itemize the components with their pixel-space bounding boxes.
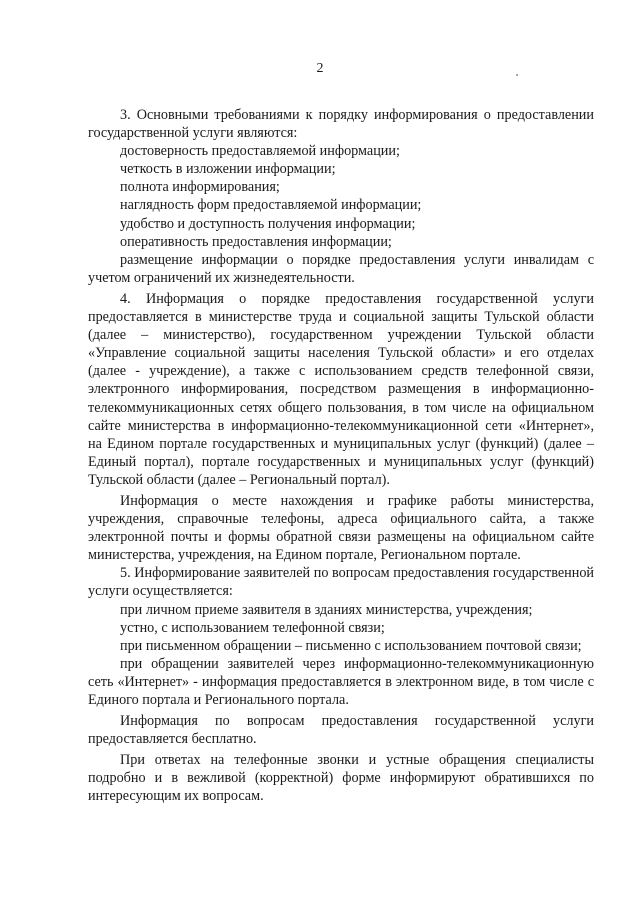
paragraph-location-info: Информация о месте нахождения и графике работы министерства, учреждения, справочные телефоны, адреса официального сайта, а также электронной почты и формы обратной связи размещены на официальном сайте министерства, учреждения, на Едином портале, Региональном портале. bbox=[88, 492, 594, 564]
requirement-item: достоверность предоставляемой информации; bbox=[120, 143, 400, 160]
informing-method-item: при личном приеме заявителя в зданиях министерства, учреждения; bbox=[120, 601, 533, 618]
informing-method-item: устно, с использованием телефонной связи; bbox=[120, 619, 385, 636]
requirement-item: четкость в изложении информации; bbox=[120, 161, 336, 178]
paragraph-free-of-charge: Информация по вопросам предоставления государственной услуги предоставляется бесплатно. bbox=[88, 713, 594, 748]
document-body bbox=[88, 106, 594, 806]
paragraph-5-informing: 5. Информирование заявителей по вопросам предоставления государственной услуги осуществляется: bbox=[88, 565, 594, 600]
requirement-item: удобство и доступность получения информации; bbox=[120, 215, 416, 232]
paragraph-phone-answers: При ответах на телефонные звонки и устные обращения специалисты подробно и в вежливой (корректной) форме информируют обратившихся по интересующим их вопросам. bbox=[88, 752, 594, 805]
scan-artifact-dot bbox=[516, 74, 518, 76]
requirement-item: наглядность форм предоставляемой информации; bbox=[120, 197, 422, 214]
requirement-item: оперативность предоставления информации; bbox=[120, 233, 392, 250]
requirement-item: размещение информации о порядке предоставления услуги инвалидам с учетом ограничений их жизнедеятельности. bbox=[88, 251, 594, 286]
paragraph-4-information: 4. Информация о порядке предоставления государственной услуги предоставляется в министерстве труда и социальной защиты Тульской области (далее – министерство), государственном учреждении Тульской области «Управление социальной защиты населения Тульской области» и его отделах (далее - учреждение), а также с использованием средств телефонной связи, электронного информирования, посредством размещения в информационно-телекоммуникационных сетях общего пользования, в том числе на официальном сайте министерства в информационно-телекоммуникационной сети «Интернет», на Едином портале государственных и муниципальных услуг (функций) (далее – Единый портал), портале государственных и муниципальных услуг (функций) Тульской области (далее – Региональный портал). bbox=[88, 290, 594, 488]
paragraph-3-requirements: 3. Основными требованиями к порядку информирования о предоставлении государственной услуги являются: bbox=[88, 107, 594, 142]
informing-method-item: при обращении заявителей через информационно-телекоммуникационную сеть «Интернет» - информация предоставляется в электронном виде, в том числе с Единого портала и Регионального портала. bbox=[88, 655, 594, 708]
page-number: 2 bbox=[316, 61, 324, 76]
informing-method-item: при письменном обращении – письменно с использованием почтовой связи; bbox=[120, 637, 582, 654]
requirement-item: полнота информирования; bbox=[120, 179, 280, 196]
